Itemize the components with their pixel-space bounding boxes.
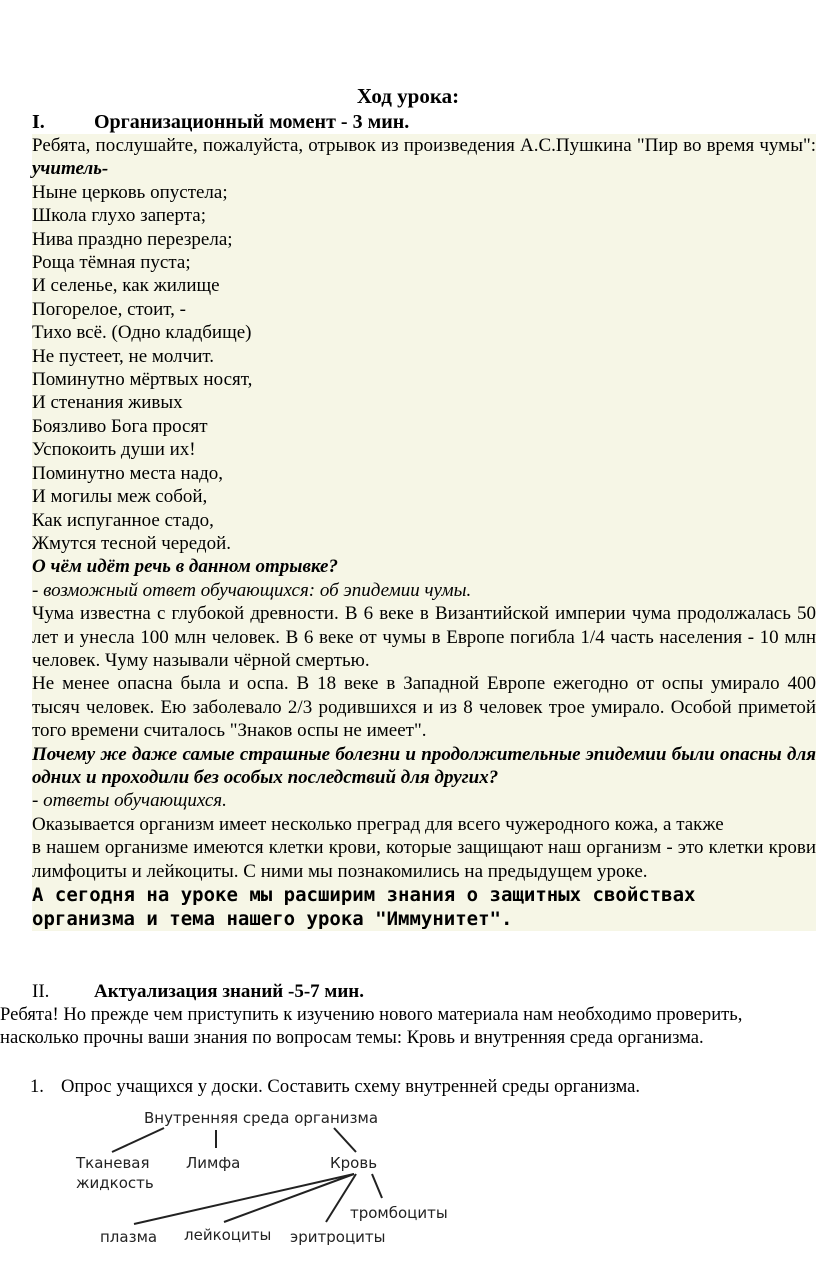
- connector-blood-plasma: [134, 1174, 354, 1224]
- section2-heading: [32, 980, 364, 1004]
- section1-heading: [32, 110, 409, 134]
- poem-line: И селенье, как жилище: [32, 275, 220, 297]
- lesson-topic: [32, 883, 816, 931]
- poem-line: И могилы меж собой,: [32, 486, 208, 508]
- diagram-lymph: Лимфа: [186, 1154, 241, 1172]
- question-1: О чём идёт речь в данном отрывке?: [32, 556, 338, 578]
- poem-line: Боязливо Бога просят: [32, 415, 208, 437]
- diagram-platelets: тромбоциты: [350, 1204, 448, 1222]
- diagram-root: Внутренняя среда организма: [144, 1109, 379, 1127]
- section2-heading-text: Актуализация знаний -5-7 мин.: [94, 981, 364, 1002]
- poem-line: Погорелое, стоит, -: [32, 298, 186, 320]
- diagram-plasma: плазма: [100, 1228, 158, 1246]
- intro-role: учитель-: [32, 158, 109, 180]
- section2-number: II.: [32, 981, 50, 1002]
- poem-line: Нива праздно перезрела;: [32, 228, 233, 250]
- connector-blood-leukocytes: [224, 1174, 354, 1222]
- poem-line: Ныне церковь опустела;: [32, 181, 228, 203]
- connector-root-tissue: [112, 1128, 164, 1152]
- diagram-tissue-line1: Тканевая: [76, 1154, 150, 1172]
- poem-line: Тихо всё. (Одно кладбище): [32, 322, 252, 344]
- poem-line: Жмутся тесной чередой.: [32, 532, 231, 554]
- answer-2: - ответы обучающихся.: [32, 790, 227, 812]
- poem-line: Поминутно мёртвых носят,: [32, 369, 253, 391]
- organism-paragraph: [32, 813, 816, 883]
- answer-1: - возможный ответ обучающихся: об эпидемии чумы.: [32, 579, 472, 601]
- organism-rest: в нашем организме имеются клетки крови, которые защищают наш организм - это клетки крови лимфоциты и лейкоциты. С ними мы познакомились на предыдущем уроке.: [32, 837, 816, 882]
- diagram-tissue-line2: жидкость: [76, 1174, 154, 1192]
- poem-line: Роща тёмная пуста;: [32, 252, 191, 274]
- poem-line: Не пустеет, не молчит.: [32, 345, 215, 367]
- intro-paragraph: [32, 134, 816, 181]
- smallpox-paragraph: Не менее опасна была и оспа. В 18 веке в Западной Европе ежегодно от оспы умирало 400 тысяч человек. Ею заболевало 2/3 родившихся и из 8 человек трое умирало. Особой приметой того времени считалось "Знаков оспы не имеет".: [32, 673, 816, 742]
- section1-number: I.: [32, 111, 45, 133]
- poem-line: И стенания живых: [32, 392, 183, 414]
- poem-line: Успокоить души их!: [32, 439, 196, 461]
- section2-list-item: [30, 1075, 816, 1098]
- diagram-erythrocytes: эритроциты: [290, 1228, 386, 1246]
- poem-line: Поминутно места надо,: [32, 462, 224, 484]
- diagram-leukocytes: лейкоциты: [184, 1226, 272, 1244]
- section1-heading-text: Организационный момент - 3 мин.: [94, 111, 410, 133]
- intro-text: Ребята, послушайте, пожалуйста, отрывок из произведения А.С.Пушкина "Пир во время чумы":: [32, 135, 816, 156]
- poem: [32, 181, 816, 556]
- section1-body: [32, 134, 816, 931]
- list-number: 1.: [30, 1076, 44, 1097]
- connector-root-blood: [334, 1128, 356, 1152]
- list-item-text: Опрос учащихся у доски. Составить схему внутренней среды организма.: [61, 1076, 641, 1097]
- plague-paragraph: Чума известна с глубокой древности. В 6 веке в Византийской империи чума продолжалась 50 лет и унесла 100 млн человек. В 6 веке от чумы в Европе погибла 1/4 часть населения - 10 млн человек. Чуму называли чёрной смертью.: [32, 603, 816, 671]
- poem-line: Как испуганное стадо,: [32, 509, 214, 531]
- organism-line-1: Оказывается организм имеет несколько преград для всего чужеродного кожа, а также: [32, 813, 724, 835]
- section2-intro: Ребята! Но прежде чем приступить к изучению нового материала нам необходимо проверить, насколько прочны ваши знания по вопросам темы: Кровь и внутренняя среда организма.: [0, 1004, 743, 1048]
- question-2: Почему же даже самые страшные болезни и продолжительные эпидемии были опасны для одних и проходили без особых последствий для других?: [32, 743, 816, 788]
- topic-line-1: А сегодня на уроке мы расширим знания о защитных свойствах: [32, 884, 696, 906]
- poem-line: Школа глухо заперта;: [32, 205, 206, 227]
- page-title: Ход урока:: [356, 84, 460, 108]
- topic-line-2: организма и тема нашего урока "Иммунитет".: [32, 908, 513, 930]
- connector-blood-platelets: [372, 1174, 382, 1198]
- diagram-blood: Кровь: [330, 1154, 378, 1172]
- internal-environment-diagram: [64, 1100, 464, 1260]
